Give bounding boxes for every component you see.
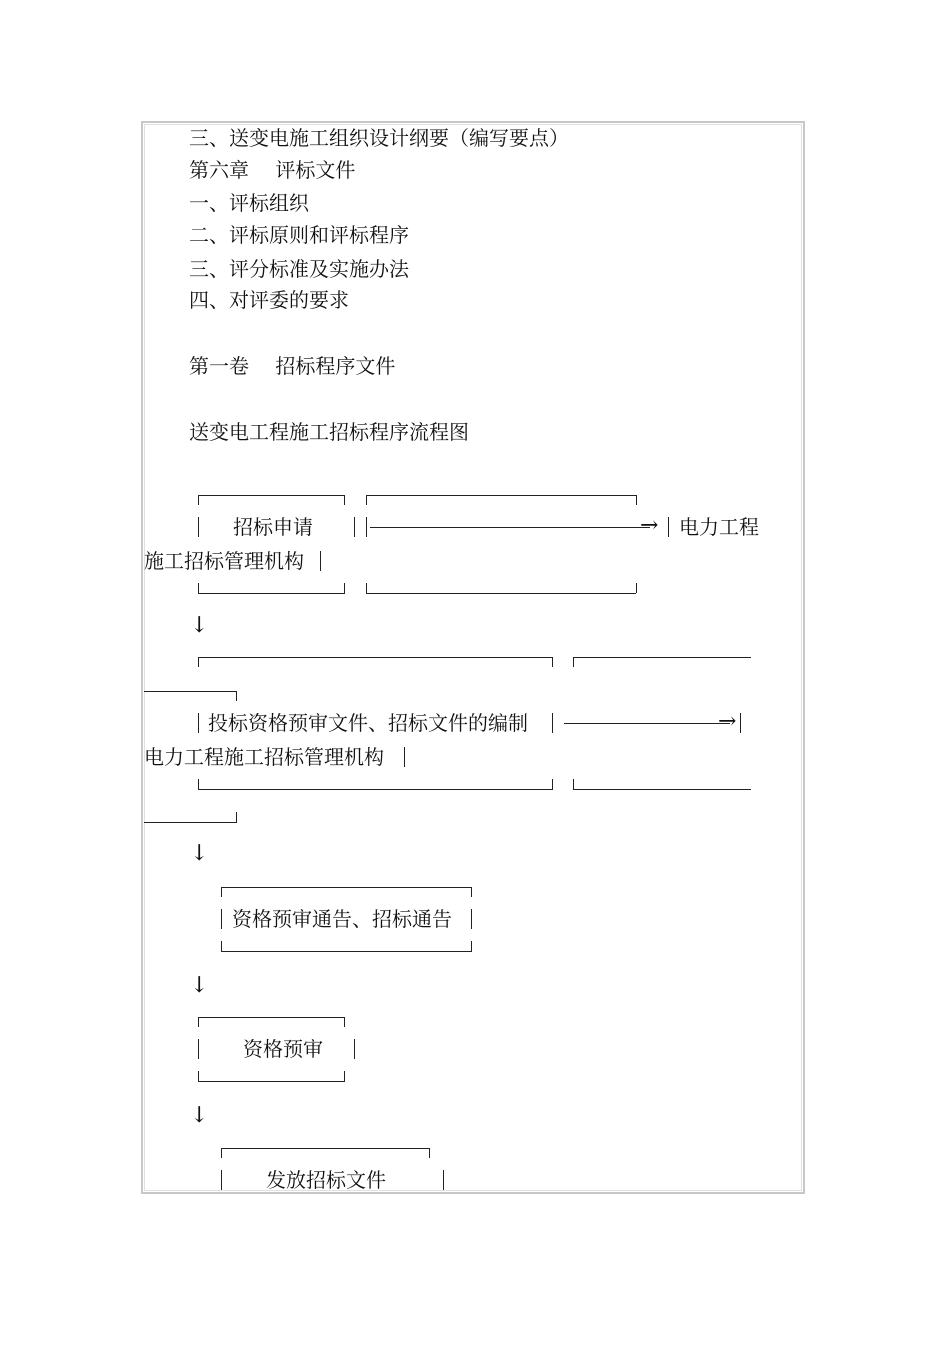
arrow-down-icon: ↓ — [190, 613, 209, 638]
flow-step-label: 资格预审通告、招标通告 — [232, 907, 452, 931]
arrow-down-icon: ↓ — [190, 841, 209, 866]
outline-item: 四、对评委的要求 — [189, 288, 349, 312]
arrow-right-icon: → — [718, 709, 737, 734]
flowchart-title: 送变电工程施工招标程序流程图 — [189, 420, 469, 444]
outline-item: 三、评分标准及实施办法 — [189, 257, 409, 281]
arrow-down-icon: ↓ — [190, 973, 209, 998]
arrow-right-icon: → — [640, 513, 659, 538]
flow-org-label: 施工招标管理机构 — [144, 549, 304, 573]
flow-org-label: 电力工程 — [679, 515, 759, 539]
outline-item: 一、评标组织 — [189, 191, 309, 215]
arrow-down-icon: ↓ — [190, 1103, 209, 1128]
flow-step-label: 资格预审 — [243, 1037, 323, 1061]
volume-heading: 第一卷 招标程序文件 — [189, 354, 396, 378]
flow-step-label: 发放招标文件 — [266, 1168, 386, 1192]
flow-org-label: 电力工程施工招标管理机构 — [144, 745, 384, 769]
outline-item: 三、送变电施工组织设计纲要（编写要点） — [189, 126, 569, 150]
flow-step-label: 招标申请 — [233, 515, 313, 539]
outline-item: 二、评标原则和评标程序 — [189, 223, 409, 247]
chapter-heading: 第六章 评标文件 — [189, 158, 356, 182]
flow-step-label: 投标资格预审文件、招标文件的编制 — [208, 711, 528, 735]
